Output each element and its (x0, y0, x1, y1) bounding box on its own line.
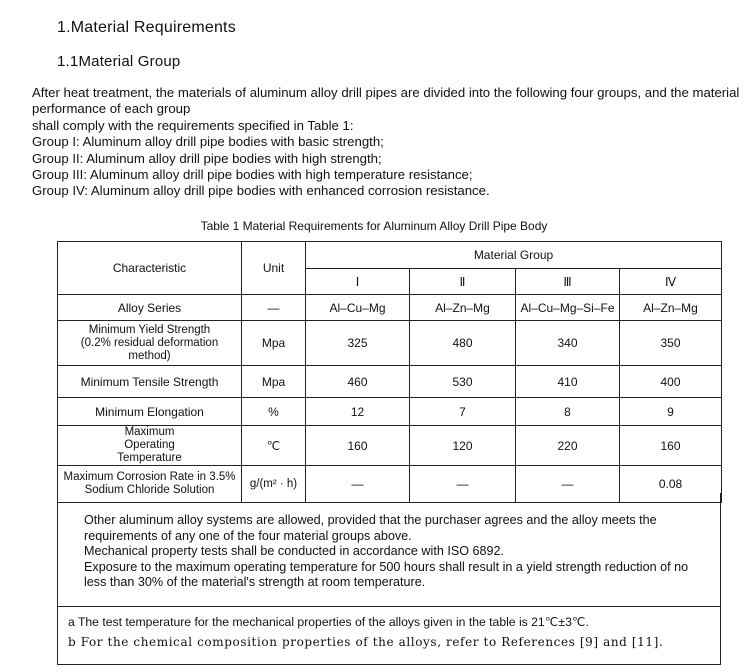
header-unit: Unit (242, 242, 306, 295)
row-characteristic: Alloy Series (58, 295, 242, 321)
cell-value: — (516, 466, 620, 503)
cell-value: 530 (410, 366, 516, 398)
header-group-2: Ⅱ (410, 269, 516, 295)
cell-value: 220 (516, 426, 620, 466)
footnote-b: b For the chemical composition properties of the alloys, refer to References [9] and [11]. (68, 635, 664, 649)
header-material-group: Material Group (306, 242, 722, 269)
cell-value: 8 (516, 398, 620, 426)
cell-value: 400 (620, 366, 722, 398)
cell-value: 0.08 (620, 466, 722, 503)
intro-line: shall comply with the requirements specified in Table 1: (32, 117, 354, 133)
cell-value: 460 (306, 366, 410, 398)
note-line: Exposure to the maximum operating temperature for 500 hours shall result in a yield strength reduction of no less than 30% of the material's strength at room temperature. (84, 559, 689, 590)
cell-value: Al–Cu–Mg–Si–Fe (516, 295, 620, 321)
subsection-heading: 1.1Material Group (57, 53, 181, 70)
notes-divider (58, 606, 720, 607)
notes-paragraph (68, 513, 710, 591)
row-characteristic: Maximum Corrosion Rate in 3.5% Sodium Chloride Solution (58, 466, 242, 503)
row-characteristic: Minimum Tensile Strength (58, 366, 242, 398)
row-unit: — (242, 295, 306, 321)
header-group-4: Ⅳ (620, 269, 722, 295)
intro-line: Group III: Aluminum alloy drill pipe bodies with high temperature resistance; (32, 167, 473, 183)
cell-value: 7 (410, 398, 516, 426)
row-unit: Mpa (242, 321, 306, 366)
row-unit: g/(m² · h) (242, 466, 306, 503)
cell-value: Al–Zn–Mg (410, 295, 516, 321)
intro-text (32, 85, 748, 200)
cell-value: 12 (306, 398, 410, 426)
cell-value: 340 (516, 321, 620, 366)
cell-value: 480 (410, 321, 516, 366)
intro-line: After heat treatment, the materials of aluminum alloy drill pipes are divided into the following four groups, and the material performance of each group (32, 85, 740, 117)
section-heading: 1.Material Requirements (57, 19, 236, 36)
header-group-1: Ⅰ (306, 269, 410, 295)
row-characteristic: Minimum Yield Strength (0.2% residual deformation method) (58, 321, 242, 366)
cell-value: 160 (620, 426, 722, 466)
cell-value: Al–Cu–Mg (306, 295, 410, 321)
cell-value: — (306, 466, 410, 503)
cell-value: 325 (306, 321, 410, 366)
row-unit: ℃ (242, 426, 306, 466)
cell-value: 350 (620, 321, 722, 366)
table-row (58, 295, 722, 321)
table-notes (57, 493, 721, 665)
cell-value: Al–Zn–Mg (620, 295, 722, 321)
cell-value: — (410, 466, 516, 503)
row-characteristic: Minimum Elongation (58, 398, 242, 426)
table-row (58, 426, 722, 466)
intro-line: Group I: Aluminum alloy drill pipe bodies with basic strength; (32, 134, 384, 150)
row-unit: Mpa (242, 366, 306, 398)
header-group-3: Ⅲ (516, 269, 620, 295)
note-line: Other aluminum alloy systems are allowed, provided that the purchaser agrees and the alloy meets the requirements of any one of the four material groups above. (84, 513, 657, 543)
cell-value: 120 (410, 426, 516, 466)
table-row (58, 398, 722, 426)
intro-line: Group II: Aluminum alloy drill pipe bodies with high strength; (32, 150, 382, 166)
table-row (58, 366, 722, 398)
header-characteristic: Characteristic (58, 242, 242, 295)
table-caption: Table 1 Material Requirements for Aluminum Alloy Drill Pipe Body (200, 219, 548, 233)
note-line: Mechanical property tests shall be conducted in accordance with ISO 6892. (84, 544, 505, 559)
intro-line: Group IV: Aluminum alloy drill pipe bodies with enhanced corrosion resistance. (32, 183, 490, 199)
material-requirements-table (57, 241, 722, 503)
cell-value: 160 (306, 426, 410, 466)
cell-value: 410 (516, 366, 620, 398)
table-row (58, 321, 722, 366)
cell-value: 9 (620, 398, 722, 426)
row-unit: % (242, 398, 306, 426)
row-characteristic: Maximum Operating Temperature (58, 426, 242, 466)
footnote-a: a The test temperature for the mechanical properties of the alloys given in the table is 21℃±3℃. (68, 615, 589, 629)
